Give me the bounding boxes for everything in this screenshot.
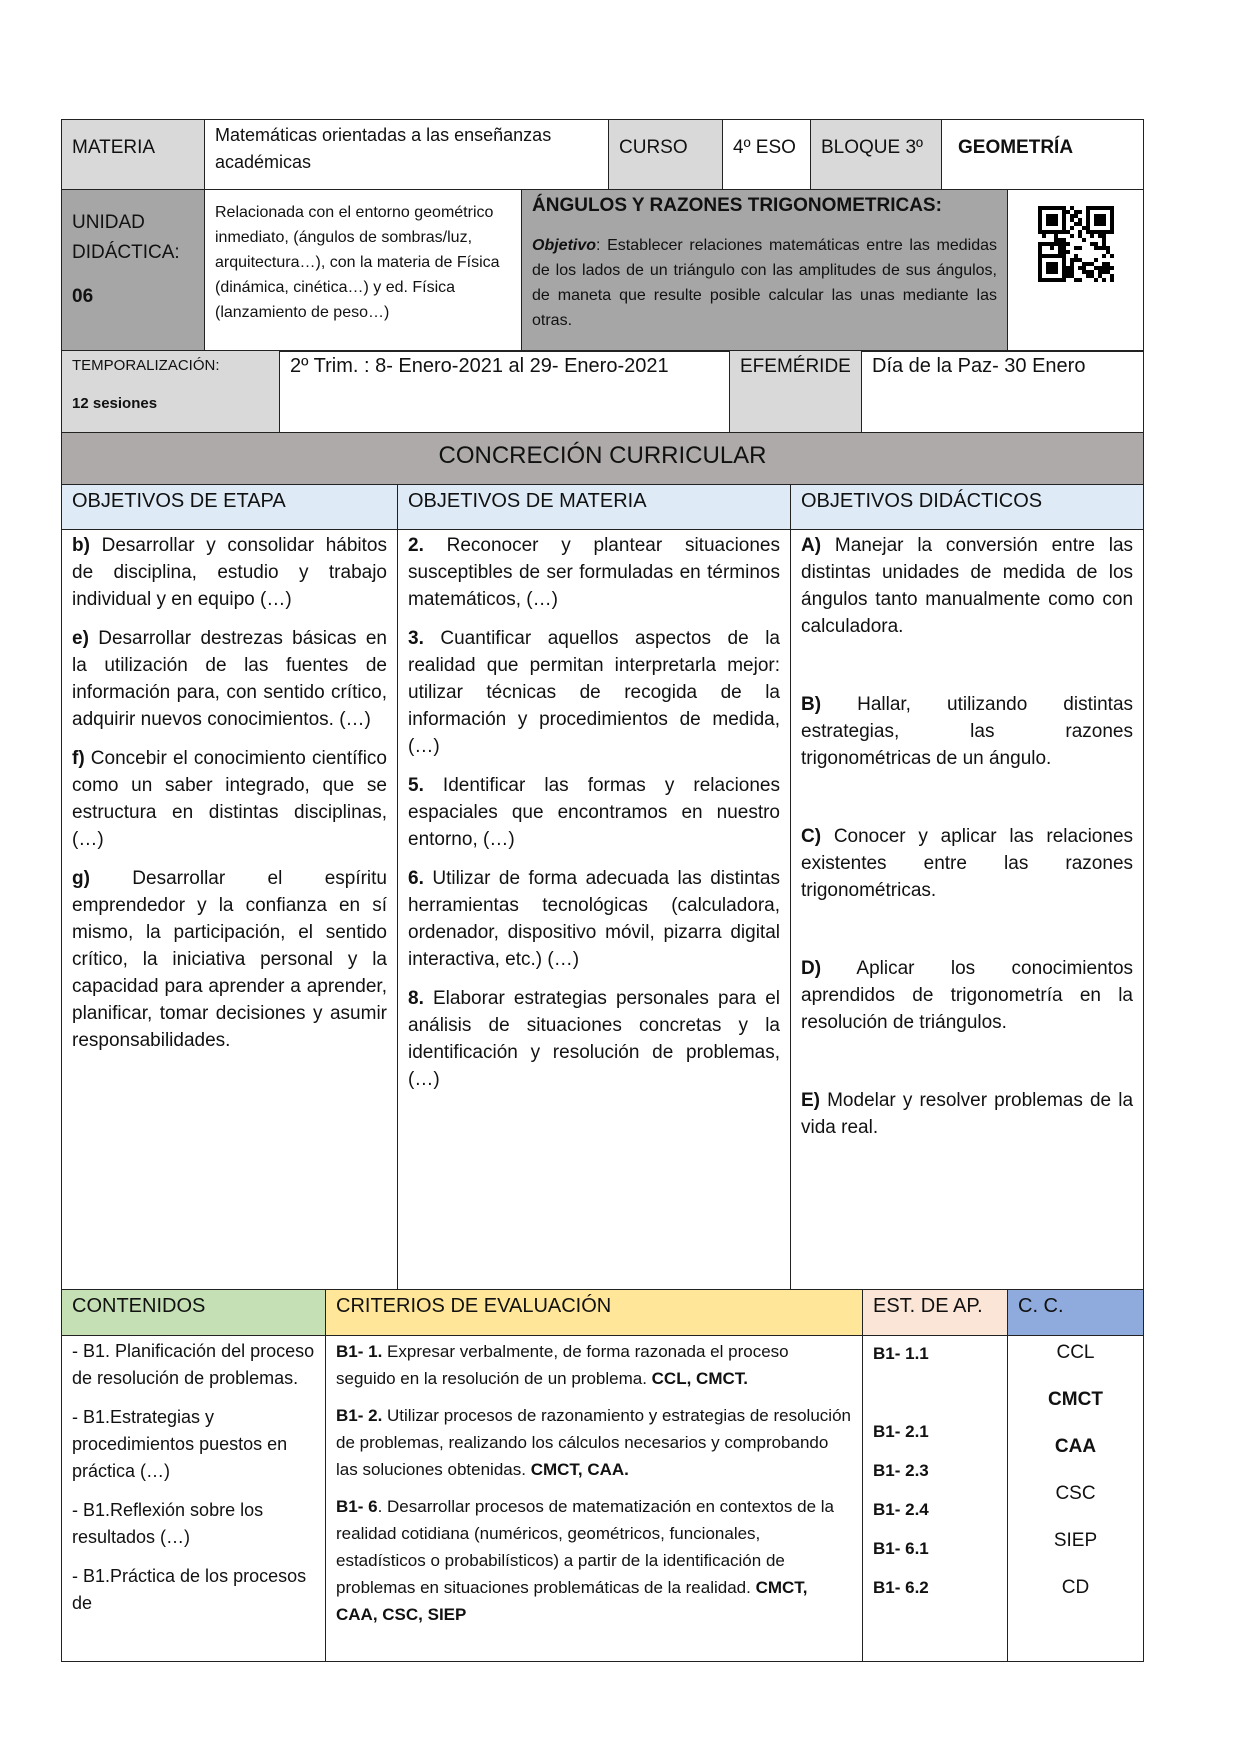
competencia-item: CMCT <box>1048 1389 1103 1410</box>
didacticos-list <box>791 530 1143 1147</box>
unidad-objective <box>532 233 997 333</box>
unidad-label-line1: UNIDAD <box>72 211 145 233</box>
criterios-list <box>326 1336 862 1644</box>
materia-list <box>398 530 790 1111</box>
didactico-item-key: C) <box>801 825 822 847</box>
didactico-item-key: D) <box>801 957 822 979</box>
col-header-competencias: C. C. <box>1008 1290 1144 1336</box>
temporalizacion-dates-cell <box>280 351 730 433</box>
didactico-item <box>801 1087 1133 1141</box>
etapa-item-key: g) <box>72 867 90 889</box>
concrecion-table <box>61 432 1144 1291</box>
criterio-item <box>336 1493 852 1628</box>
bloque-label-cell <box>811 120 942 190</box>
etapa-item-key: b) <box>72 534 90 556</box>
efemeride-label: EFEMÉRIDE <box>740 356 851 377</box>
materia-item-key: 6. <box>408 867 424 889</box>
materia-item <box>408 532 780 613</box>
contenidos-cell <box>62 1336 326 1662</box>
temporalizacion-label: TEMPORALIZACIÓN: <box>72 357 220 374</box>
criterios-cell <box>326 1336 863 1662</box>
didactico-item-text: Conocer y aplicar las relaciones existentes entre las razones trigonométricas. <box>801 825 1134 901</box>
competencia-item: SIEP <box>1053 1530 1098 1551</box>
temporalizacion-sessions: 12 sesiones <box>72 395 158 412</box>
materia-item <box>408 625 780 760</box>
criterio-key: B1- 2. <box>336 1406 383 1425</box>
criterio-text: Expresar verbalmente, de forma razonada el proceso seguido en la resolución de un problema. <box>336 1342 789 1388</box>
didactico-item-text: Modelar y resolver problemas de la vida real. <box>801 1089 1134 1138</box>
estandar-item: B1- 2.4 <box>873 1500 929 1519</box>
materia-item-key: 5. <box>408 774 424 796</box>
qr-code-icon[interactable] <box>1038 206 1114 282</box>
etapa-list-cell <box>62 529 398 1290</box>
col-header-criterios: CRITERIOS DE EVALUACIÓN <box>326 1290 863 1336</box>
materia-value: Matemáticas orientadas a las enseñanzas académicas <box>215 125 552 172</box>
criterio-text: . Desarrollar procesos de matematización en contextos de la realidad cotidiana (numéricos, geométricos, funcionales, estadísticos o probabilísticos) a partir de la identificación de problemas en situaciones problemáticas de la realidad. <box>336 1497 834 1597</box>
contenidos-list <box>62 1336 325 1635</box>
estandar-item: B1- 2.3 <box>873 1461 929 1480</box>
didacticos-list-cell <box>791 529 1144 1290</box>
competencia-item: CCL <box>1056 1342 1095 1363</box>
materia-value-cell <box>205 120 609 190</box>
efemeride-label-cell <box>730 351 862 433</box>
criterio-key: B1- 6 <box>336 1497 378 1516</box>
unidad-label-line2: DIDÁCTICA: <box>72 241 180 263</box>
didactico-item <box>801 955 1133 1036</box>
objective-label: Objetivo <box>532 236 597 254</box>
etapa-item-text: Desarrollar destrezas básicas en la utilización de las fuentes de información para, con sentido crítico, adquirir nuevos conocimientos. (…) <box>72 627 387 730</box>
col-header-estandares: EST. DE AP. <box>863 1290 1008 1336</box>
contenido-item: - B1.Práctica de los procesos de <box>72 1566 307 1613</box>
etapa-item-key: e) <box>72 627 89 649</box>
estandares-list <box>863 1336 1007 1606</box>
col-header-didacticos: OBJETIVOS DIDÁCTICOS <box>791 484 1144 529</box>
efemeride-value-cell <box>862 351 1144 433</box>
criterio-competencias: CMCT, CAA, CSC, SIEP <box>336 1578 808 1624</box>
competencia-item: CD <box>1061 1577 1090 1598</box>
bloque-value-cell <box>942 120 1144 190</box>
competencias-list <box>1008 1336 1143 1628</box>
etapa-item <box>72 625 387 733</box>
didactico-item <box>801 532 1133 640</box>
materia-item-text: Identificar las formas y relaciones espaciales que encontramos en nuestro entorno, (…) <box>408 774 780 850</box>
materia-item-text: Cuantificar aquellos aspectos de la realidad que permitan interpretarla mejor: utilizar técnicas de recogida de la información y procedimientos de medida, (…) <box>408 627 780 757</box>
concrecion-title: CONCRECIÓN CURRICULAR <box>438 441 767 469</box>
didactico-item-key: E) <box>801 1089 820 1111</box>
didactico-item-text: Aplicar los conocimientos aprendidos de trigonometría en la resolución de triángulos. <box>801 957 1134 1033</box>
col-header-etapa: OBJETIVOS DE ETAPA <box>62 484 398 529</box>
unidad-title: ÁNGULOS Y RAZONES TRIGONOMETRICAS: <box>532 194 942 216</box>
competencias-cell <box>1008 1336 1144 1662</box>
estandares-cell <box>863 1336 1008 1662</box>
criterio-competencias: CMCT, CAA. <box>530 1460 629 1479</box>
estandar-item: B1- 6.2 <box>873 1578 929 1597</box>
criterio-item <box>336 1402 852 1483</box>
unidad-relation-cell <box>205 189 522 351</box>
didactico-item-text: Hallar, utilizando distintas estrategias, las razones trigonométricas de un ángulo. <box>801 693 1134 769</box>
criterio-item <box>336 1338 852 1392</box>
materia-item-text: Utilizar de forma adecuada las distintas herramientas tecnológicas (calculadora, ordenador, dispositivo móvil, pizarra digital interactiva, etc.) (…) <box>408 867 780 970</box>
temporalizacion-label-cell <box>62 351 280 433</box>
unidad-relation: Relacionada con el entorno geométrico inmediato, (ángulos de sombras/luz, arquitectura…), con la materia de Física (dinámica, cinética…) y ed. Física (lanzamiento de peso…) <box>215 203 500 321</box>
col-header-materia: OBJETIVOS DE MATERIA <box>398 484 791 529</box>
materia-item <box>408 985 780 1093</box>
materia-item <box>408 772 780 853</box>
curso-label: CURSO <box>619 137 688 158</box>
curso-value-cell <box>723 120 811 190</box>
etapa-item-text: Concebir el conocimiento científico como un saber integrado, que se estructura en distintas disciplinas, (…) <box>72 747 387 850</box>
col-header-contenidos: CONTENIDOS <box>62 1290 326 1336</box>
objective-text: : Establecer relaciones matemáticas entre las medidas de los lados de un triángulo con las amplitudes de sus ángulos, de maneta que resulte posible calcular las unas mediante las otras. <box>532 236 997 329</box>
bloque-label: BLOQUE 3º <box>821 137 923 158</box>
materia-item-key: 3. <box>408 627 424 649</box>
efemeride-value: Día de la Paz- 30 Enero <box>872 355 1086 377</box>
didactico-item-key: A) <box>801 534 822 556</box>
etapa-item <box>72 865 387 1054</box>
competencia-item: CAA <box>1054 1436 1097 1457</box>
unidad-number: 06 <box>72 285 94 307</box>
didactico-item-text: Manejar la conversión entre las distintas unidades de medida de los ángulos tanto manualmente como con calculadora. <box>801 534 1134 637</box>
materia-label-cell <box>62 120 205 190</box>
estandar-item: B1- 2.1 <box>873 1422 929 1441</box>
etapa-list <box>62 530 397 1072</box>
competencia-item: CSC <box>1055 1483 1096 1504</box>
contenido-item: - B1.Estrategias y procedimientos puestos en práctica (…) <box>72 1407 288 1481</box>
materia-item-text: Elaborar estrategias personales para el análisis de situaciones concretas y la identificación y resolución de problemas, (…) <box>408 987 780 1090</box>
curso-label-cell <box>609 120 723 190</box>
evaluacion-table <box>61 1289 1144 1662</box>
materia-item-key: 8. <box>408 987 424 1009</box>
temporalizacion-table <box>61 350 1144 433</box>
criterio-competencias: CCL, CMCT. <box>651 1369 748 1388</box>
didactic-unit-sheet <box>61 119 1143 1662</box>
criterio-key: B1- 1. <box>336 1342 383 1361</box>
unidad-title-cell <box>522 189 1008 351</box>
materia-label: MATERIA <box>72 137 156 158</box>
unidad-label-cell <box>62 189 205 351</box>
didactico-item <box>801 823 1133 904</box>
materia-list-cell <box>398 529 791 1290</box>
unidad-table <box>61 189 1144 352</box>
qr-cell <box>1008 189 1144 351</box>
concrecion-title-cell <box>62 432 1144 484</box>
materia-item <box>408 865 780 973</box>
didactico-item <box>801 691 1133 772</box>
header-table <box>61 119 1144 190</box>
estandar-item: B1- 6.1 <box>873 1539 929 1558</box>
materia-item-key: 2. <box>408 534 424 556</box>
temporalizacion-dates: 2º Trim. : 8- Enero-2021 al 29- Enero-2021 <box>290 355 669 377</box>
curso-value: 4º ESO <box>733 137 796 158</box>
criterio-text: Utilizar procesos de razonamiento y estrategias de resolución de problemas, realizando los cálculos necesarios y comprobando las soluciones obtenidas. <box>336 1406 851 1479</box>
etapa-item <box>72 745 387 853</box>
contenido-item: - B1.Reflexión sobre los resultados (…) <box>72 1500 264 1547</box>
bloque-value: GEOMETRÍA <box>958 137 1074 158</box>
etapa-item <box>72 532 387 613</box>
etapa-item-text: Desarrollar y consolidar hábitos de disciplina, estudio y trabajo individual y en equipo (…) <box>72 534 387 610</box>
etapa-item-text: Desarrollar el espíritu emprendedor y la confianza en sí mismo, la participación, el sentido crítico, la iniciativa personal y la capacidad para aprender a aprender, planificar, tomar decisiones y asumir responsabilidades. <box>72 867 387 1051</box>
etapa-item-key: f) <box>72 747 85 769</box>
didactico-item-key: B) <box>801 693 822 715</box>
materia-item-text: Reconocer y plantear situaciones susceptibles de ser formuladas en términos matemáticos, (…) <box>408 534 780 610</box>
contenido-item: - B1. Planificación del proceso de resolución de problemas. <box>72 1341 315 1388</box>
estandar-item: B1- 1.1 <box>873 1344 929 1363</box>
